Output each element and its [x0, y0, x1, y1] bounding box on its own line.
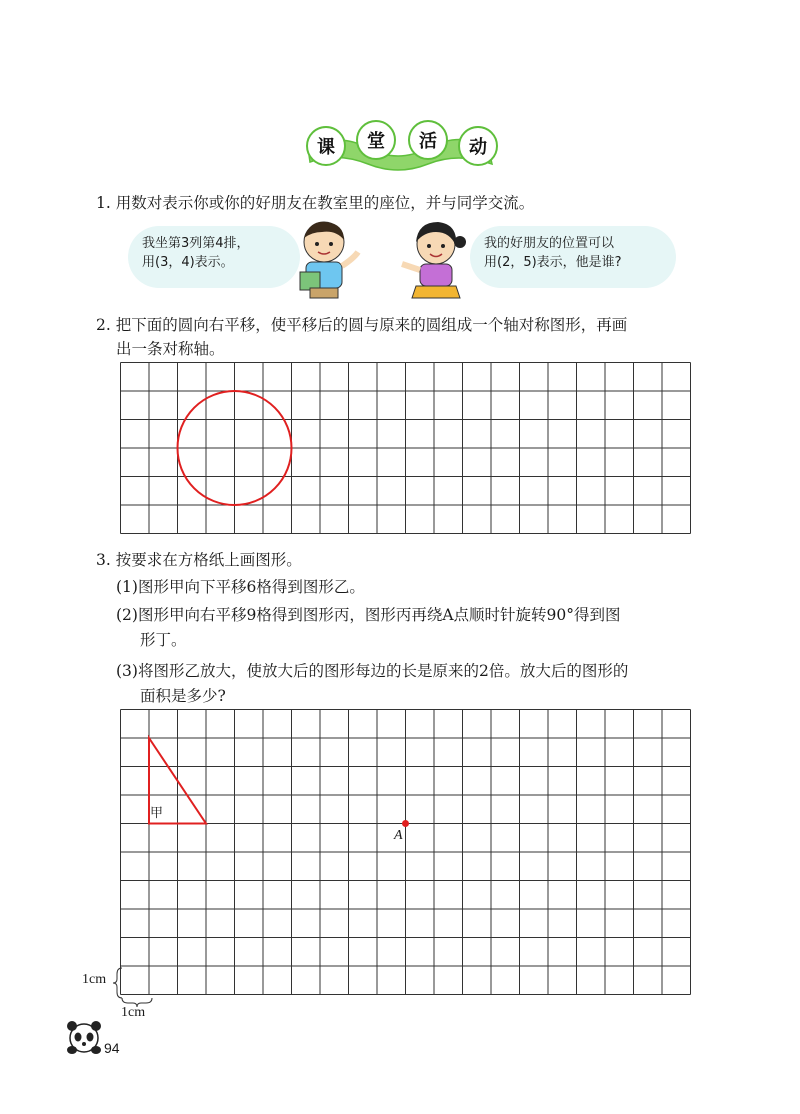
- question-3-item-2-line-2: 形丁。: [140, 631, 187, 649]
- point-a-label: A: [394, 828, 403, 843]
- question-3-title: 3. 按要求在方格纸上画图形。: [96, 551, 302, 569]
- boy-speech-line-2: 用(3，4)表示。: [142, 255, 234, 270]
- question-3-item-3-line-2: 面积是多少?: [140, 687, 226, 705]
- panda-icon: [64, 1016, 104, 1056]
- drawing-grid: [120, 709, 695, 999]
- boy-speech-line-1: 我坐第3列第4排，: [142, 236, 250, 251]
- question-3-item-1: (1)图形甲向下平移6格得到图形乙。: [116, 578, 365, 596]
- header-char-1: 课: [306, 126, 346, 166]
- girl-speech-line-2: 用(2，5)表示，他是谁?: [484, 255, 622, 270]
- question-3-item-3-line-1: (3)将图形乙放大，使放大后的图形每边的长是原来的2倍。放大后的图形的: [116, 662, 629, 680]
- girl-illustration-icon: [396, 218, 472, 302]
- triangle-label-jia: 甲: [150, 806, 164, 821]
- girl-speech-line-1: 我的好朋友的位置可以: [484, 236, 615, 251]
- girl-speech-bubble: [470, 226, 676, 288]
- section-header: [298, 118, 502, 174]
- scale-label-vertical: 1cm: [82, 972, 107, 987]
- header-char-4: 动: [458, 126, 498, 166]
- vertical-scale-brace: [112, 966, 124, 1000]
- horizontal-scale-brace: [120, 996, 154, 1008]
- question-1-text: 1. 用数对表示你或你的好朋友在教室里的座位，并与同学交流。: [96, 194, 535, 212]
- header-char-3: 活: [408, 120, 448, 160]
- point-a: [402, 820, 409, 827]
- question-2-line-1: 2. 把下面的圆向右平移，使平移后的圆与原来的圆组成一个轴对称图形，再画: [96, 316, 628, 334]
- question-3-item-2-line-1: (2)图形甲向右平移9格得到图形丙，图形丙再绕A点顺时针旋转90°得到图: [116, 606, 621, 624]
- header-char-2: 堂: [356, 120, 396, 160]
- scale-label-horizontal: 1cm: [121, 1005, 146, 1020]
- question-2-line-2: 出一条对称轴。: [116, 340, 225, 358]
- circle-grid: [120, 362, 695, 536]
- page-number: 94: [104, 1040, 120, 1056]
- boy-illustration-icon: [292, 218, 362, 300]
- boy-speech-bubble: [128, 226, 300, 288]
